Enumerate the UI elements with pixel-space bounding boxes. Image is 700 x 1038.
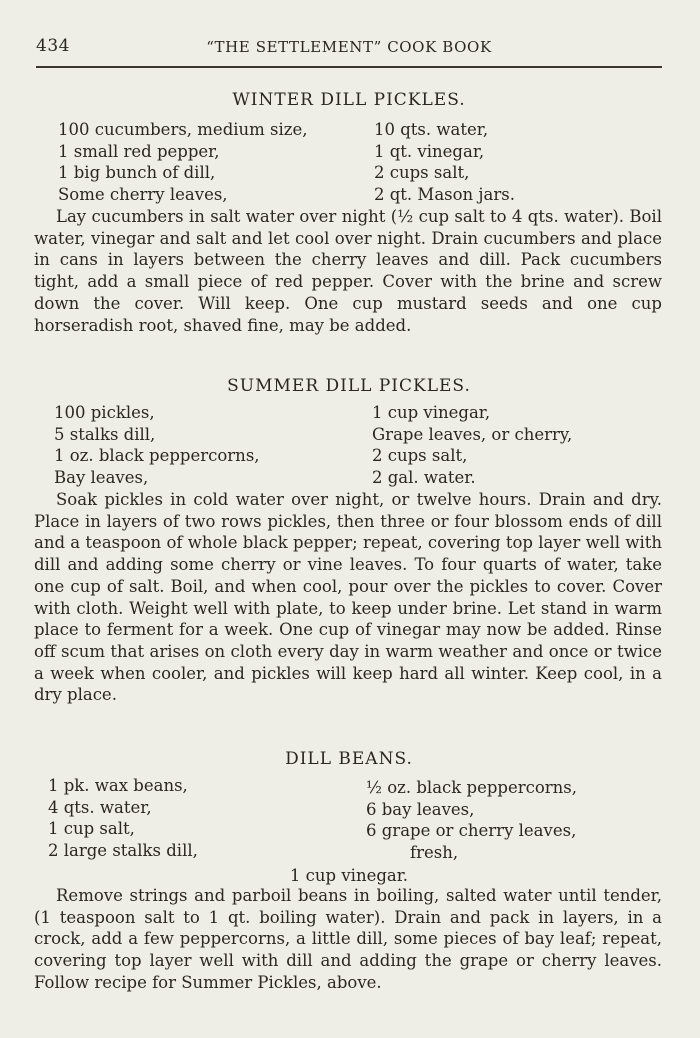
- ingredient-item: 1 pk. wax beans,: [48, 776, 188, 795]
- page-header: [36, 36, 662, 60]
- recipe-title-winter: WINTER DILL PICKLES.: [232, 90, 466, 110]
- ingredient-item: 100 cucumbers, medium size,: [58, 120, 308, 139]
- ingredient-item: Grape leaves, or cherry,: [372, 424, 573, 444]
- ingredient-item: 10 qts. water,: [374, 120, 489, 139]
- ingredient-item: fresh,: [410, 842, 459, 862]
- ingredient-item: 1 qt. vinegar,: [374, 141, 485, 161]
- directions-text: Soak pickles in cold water over night, or twelve hours. Drain and dry. Place in layers of two rows pickles, then three or four blossom ends of dill and a teaspoon of whole black pepper; repeat, covering top layer well with dill and adding some cherry or vine leaves. To four quarts of water, take one cup of salt. Boil, and when cool, pour over the pickles to cover. Cover with cloth. Weight well with plate, to keep under brine. Let stand in warm place to ferment for a week. One cup of vinegar may now be added. Rinse off scum that arises on cloth every day in warm weather and once or twice a week when cooler, and pickles will keep hard all winter. Keep cool, in a dry place.: [34, 490, 662, 705]
- winter-ingredients-right: [374, 119, 515, 205]
- ingredient-item: 2 cups salt,: [372, 446, 468, 465]
- recipe-title-summer: SUMMER DILL PICKLES.: [227, 376, 471, 396]
- winter-ingredients-left: [58, 119, 308, 205]
- ingredient-item: 2 qt. Mason jars.: [374, 184, 515, 204]
- ingredient-item: 2 cups salt,: [374, 163, 470, 182]
- summer-directions: [34, 489, 662, 706]
- ingredient-item: Bay leaves,: [54, 467, 149, 487]
- ingredient-item: 1 oz. black peppercorns,: [54, 446, 260, 465]
- header-rule: [36, 66, 662, 68]
- directions-text: Lay cucumbers in salt water over night (½ cup salt to 4 qts. water). Boil water, vinegar and salt and let cool over night. Drain cucumbers and place in cans in layers between the cherry leaves and dill. Pack cucumbers tight, add a small piece of red pepper. Cover with the brine and screw down the cover. Will keep. One cup mustard seeds and one cup horseradish root, shaved fine, may be added.: [34, 207, 662, 335]
- page-number: 434: [36, 36, 70, 56]
- summer-ingredients-left: [54, 402, 260, 488]
- ingredient-item: 4 qts. water,: [48, 797, 152, 817]
- ingredient-item: 2 gal. water.: [372, 467, 476, 487]
- ingredient-item: 6 bay leaves,: [366, 799, 475, 819]
- summer-ingredients-right: [372, 402, 572, 488]
- ingredient-item: 2 large stalks dill,: [48, 840, 198, 860]
- ingredient-item: 100 pickles,: [54, 403, 155, 422]
- directions-text: Remove strings and parboil beans in boiling, salted water until tender, (1 teaspoon salt to 1 qt. boiling water). Drain and pack in layers, in a crock, add a few peppercorns, a little dill, some pieces of bay leaf; repeat, covering top layer well with dill and adding the grape or cherry leaves. Follow recipe for Summer Pickles, above.: [34, 886, 662, 992]
- running-head: “THE SETTLEMENT” COOK BOOK: [206, 38, 492, 56]
- ingredient-item: 1 cup salt,: [48, 819, 135, 838]
- recipe-title-beans: DILL BEANS.: [285, 749, 413, 769]
- beans-ingredients-left: [48, 775, 198, 861]
- winter-directions: [34, 206, 662, 336]
- ingredient-item: 1 big bunch of dill,: [58, 163, 216, 182]
- ingredient-item: 1 cup vinegar,: [372, 403, 491, 422]
- beans-ingredients-right: [366, 777, 577, 863]
- beans-directions: [34, 885, 662, 994]
- ingredient-item: 6 grape or cherry leaves,: [366, 821, 577, 840]
- ingredient-item: ½ oz. black peppercorns,: [366, 778, 578, 797]
- ingredient-item: 1 small red pepper,: [58, 141, 220, 161]
- ingredient-item: 5 stalks dill,: [54, 424, 156, 444]
- beans-ingredient-center: 1 cup vinegar.: [289, 866, 409, 885]
- ingredient-item: Some cherry leaves,: [58, 184, 228, 204]
